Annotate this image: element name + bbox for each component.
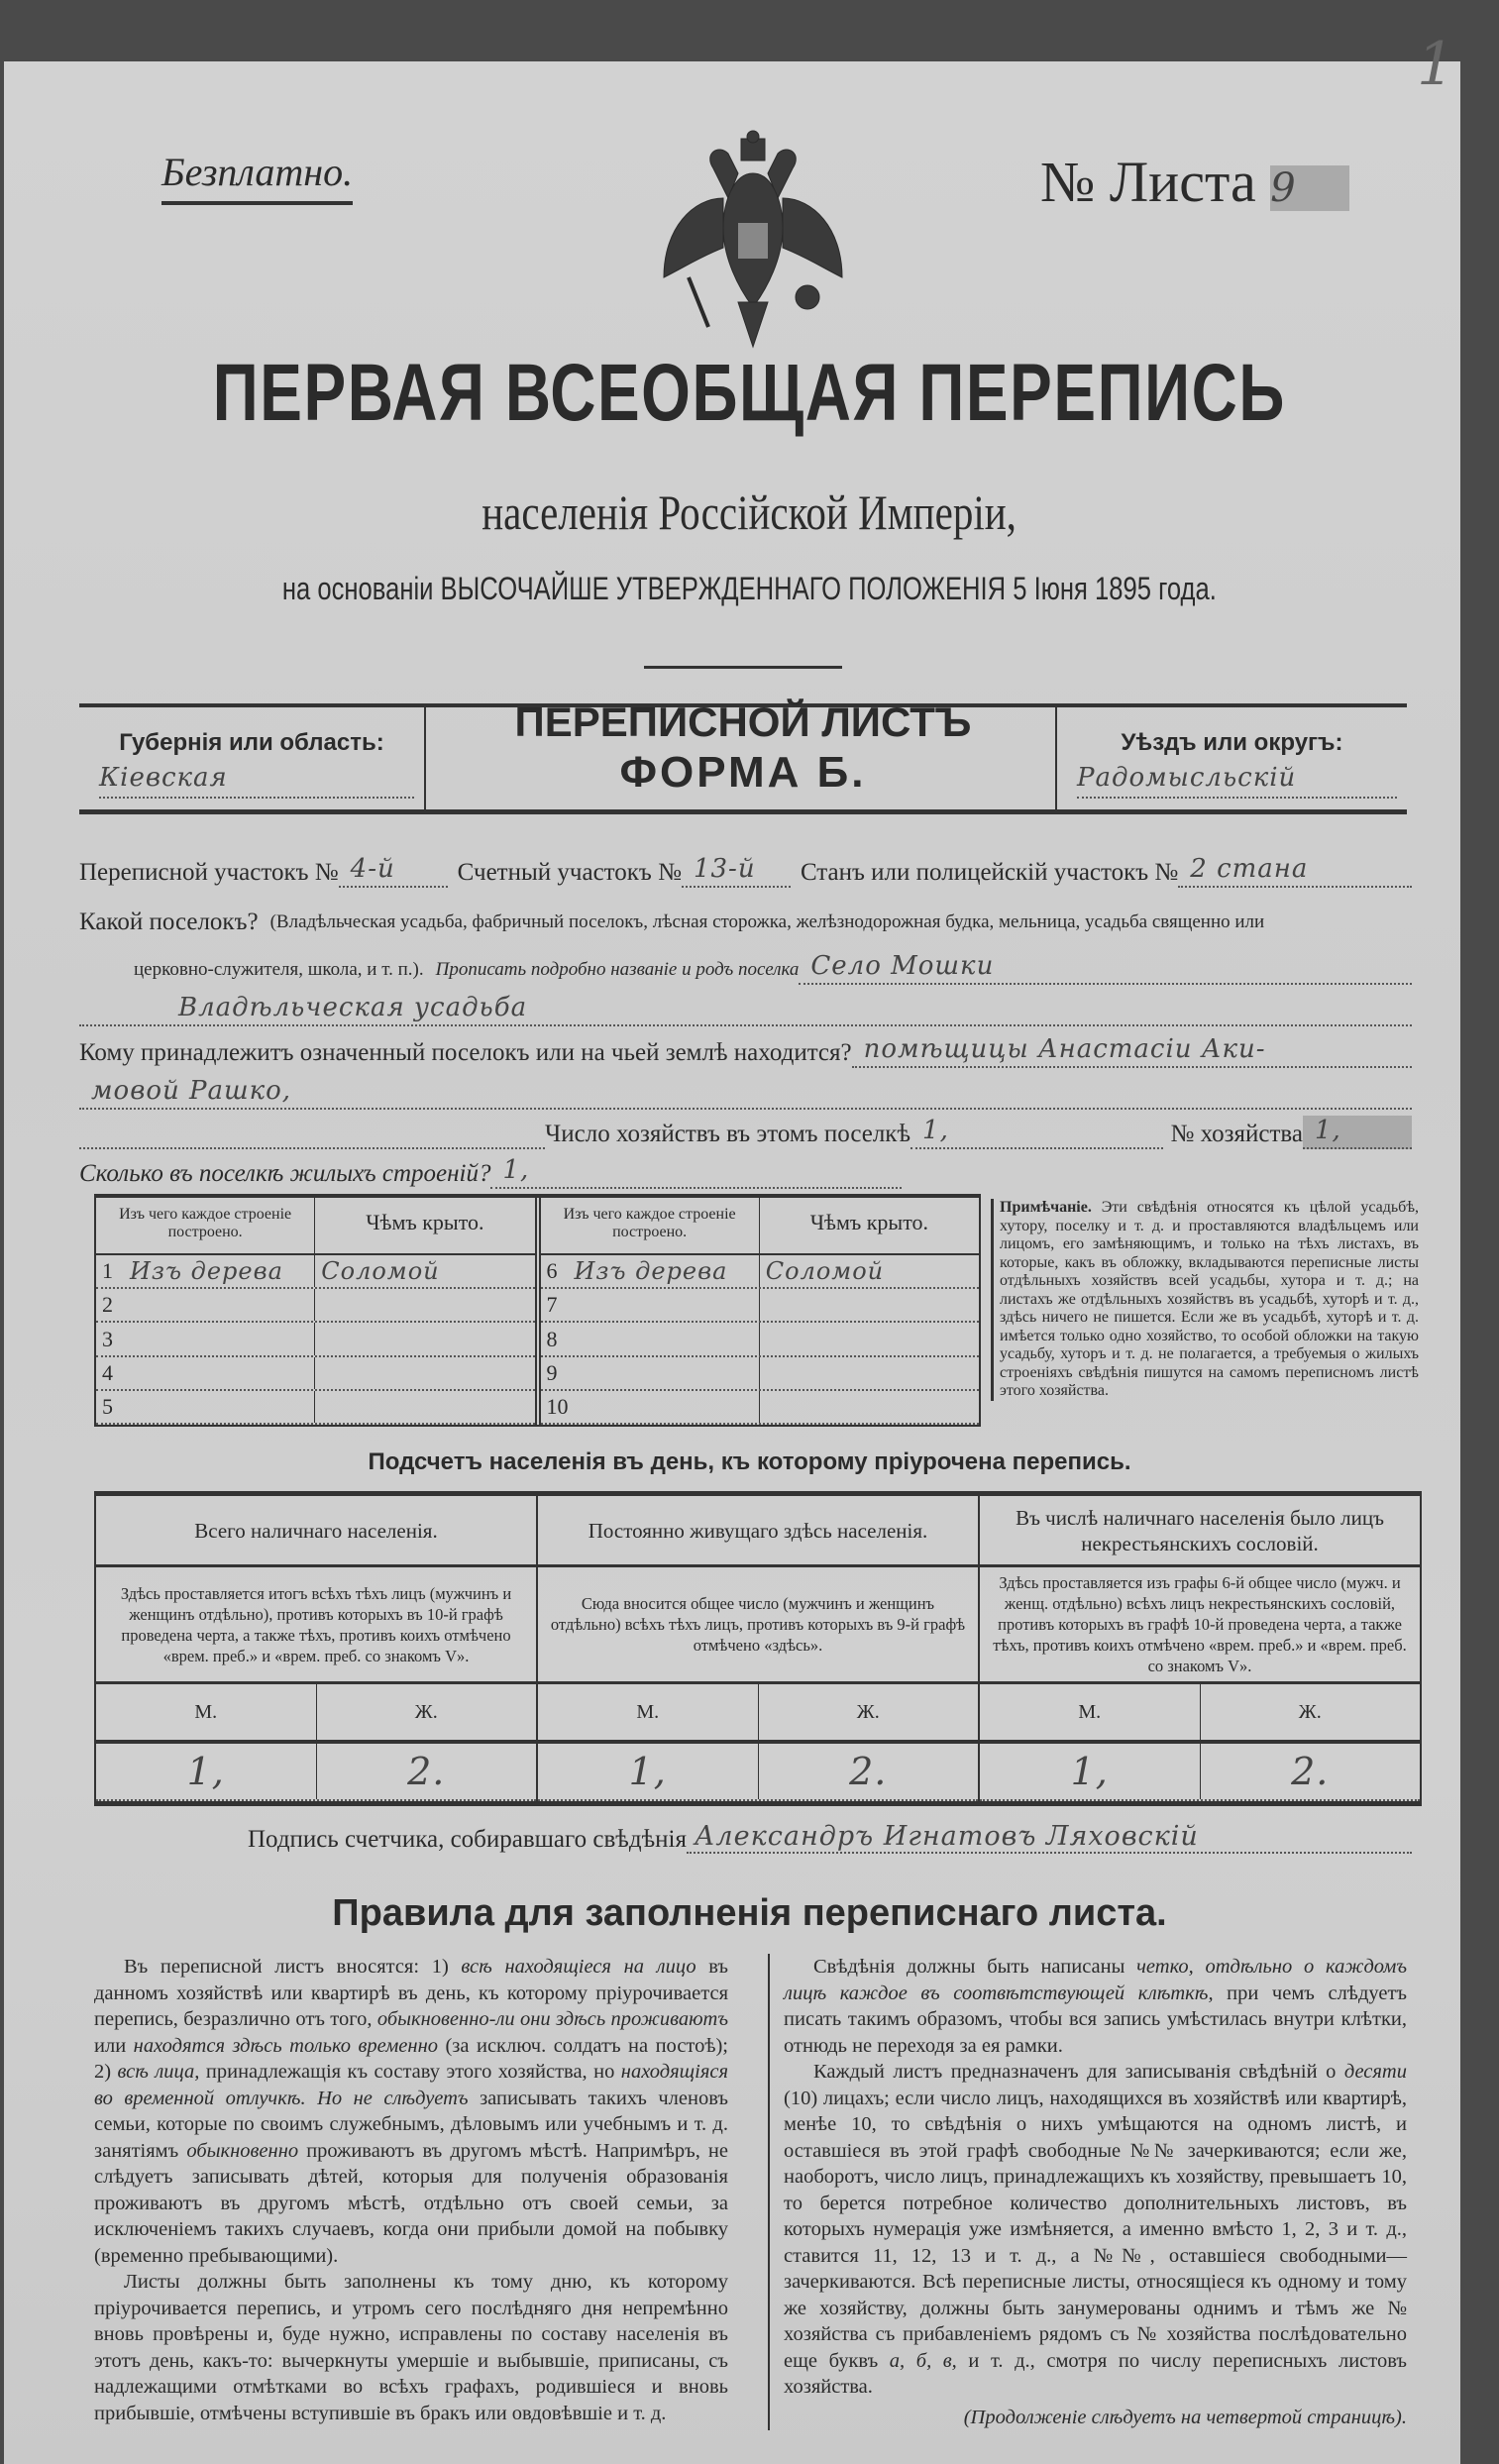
row-number: 8 — [546, 1326, 558, 1351]
sheet-number-value[interactable]: 9 — [1270, 165, 1349, 211]
material-cell[interactable] — [541, 1357, 760, 1389]
settlement-hint-cont: церковно-служителя, школа, и т. п.). — [134, 959, 424, 980]
sex-header-row — [538, 1684, 978, 1744]
province-label: Губернія или область: — [119, 729, 384, 756]
population-column-title: Постоянно живущаго здѣсь населенія. — [538, 1496, 978, 1567]
population-column-title: Всего наличнаго населенія. — [96, 1496, 536, 1567]
female-count-field[interactable]: 2. — [1291, 1750, 1330, 1793]
settlement-label: Какой поселокъ? — [79, 909, 259, 935]
divider — [644, 666, 842, 669]
rules-title: Правила для заполненія переписнаго листа. — [332, 1892, 1167, 1934]
rules-text: при чемъ слѣдуетъ писать такимъ образомъ, чтобы вся запись умѣстилась внутри клѣтки, отнюдь не переходя за ея рамки. — [784, 1982, 1408, 2057]
material-cell[interactable] — [96, 1255, 315, 1287]
row-number: 5 — [102, 1393, 113, 1419]
rules-emphasis: всѣ находящіеся на лицо — [461, 1956, 696, 1978]
areas-row — [79, 852, 1412, 888]
population-values-row — [980, 1744, 1420, 1801]
household-no-label: № хозяйства — [1170, 1121, 1303, 1147]
district-field[interactable]: Радомысльскій — [1077, 763, 1397, 799]
female-count-field[interactable]: 2. — [407, 1750, 446, 1793]
row-number: 2 — [102, 1292, 113, 1318]
table-row — [96, 1289, 535, 1323]
sheet-number — [1040, 149, 1349, 215]
population-values-row — [538, 1744, 978, 1801]
material-cell[interactable] — [96, 1357, 315, 1389]
settlement-name-row — [134, 949, 1412, 985]
rules-emphasis: всѣ лица, — [117, 2061, 200, 2083]
table-row — [96, 1323, 535, 1356]
decree-text: на основаніи ВЫСОЧАЙШЕ УТВЕРЖДЕННАГО ПОЛОЖЕНІЯ 5 Іюня 1895 года. — [282, 571, 1217, 606]
rules-text: Листы должны быть заполнены къ тому дню, къ которому пріурочивается перепись, и утромъ сего послѣдняго дня непремѣнно вновь провѣрены и, буде нужно, исправлены по составу населенія въ этотъ день, какъ-то: вычеркнуты умершіе и выбывшіе, приписаны, съ надлежащими отмѣтками во всѣхъ графахъ, родившіеся и вновь прибывшіе, отмѣчены вступившіе въ бракъ или овдовѣвшіе и т. д. — [94, 2271, 728, 2424]
rules-text: проживаютъ въ другомъ мѣстѣ. Напримѣръ, не слѣдуетъ записывать дѣтей, которыя для полученія образованія проживаютъ въ другомъ мѣстѣ, отдѣльно отъ своей семьи, за исключеніемъ такихъ случаевъ, когда они прибыли домой на побывку (временно пребывающими). — [94, 2139, 728, 2267]
buildings-table-header — [541, 1198, 980, 1255]
population-column-description: Сюда вносится общее число (мужчинъ и женщинъ отдѣльно) всѣхъ тѣхъ лицъ, противъ которыхъ въ 9-й графѣ отмѣчено «здѣсь». — [538, 1567, 978, 1684]
form-title-text: ПЕРЕПИСНОЙ ЛИСТЪ — [514, 698, 972, 745]
population-values-row — [96, 1744, 536, 1801]
population-table — [94, 1491, 1422, 1806]
material-cell[interactable] — [541, 1323, 760, 1354]
roof-cell[interactable]: Соломой — [765, 1257, 885, 1286]
table-row — [96, 1391, 535, 1425]
rules-emphasis: четко, отдѣльно о каждомъ лицѣ каждое въ соотвѣтствующей клѣткѣ, — [784, 1956, 1408, 2004]
count-area-field[interactable]: 13-й — [682, 854, 791, 888]
male-label: М. — [538, 1684, 759, 1740]
province-box — [79, 707, 426, 809]
sex-header-row — [96, 1684, 536, 1744]
row-number: 9 — [546, 1359, 558, 1385]
male-label: М. — [96, 1684, 317, 1740]
owner-label: Кому принадлежитъ означенный поселокъ или на чьей землѣ находится? — [79, 1039, 852, 1066]
female-label: Ж. — [414, 1700, 438, 1723]
roof-cell[interactable] — [760, 1357, 979, 1389]
rules-text: Свѣдѣнія должны быть написаны — [813, 1956, 1137, 1978]
rules-text: въ данномъ хозяйствѣ или квартирѣ въ день, къ которому пріурочивается перепись, безразлично отъ того, — [94, 1956, 728, 2030]
material-cell[interactable] — [96, 1391, 315, 1423]
rules-text: Каждый листъ предназначенъ для записыванія свѣдѣній о — [813, 2061, 1344, 2083]
settlement-hint: (Владѣльческая усадьба, фабричный поселокъ, лѣсная сторожка, желѣзнодорожная будка, мельница, усадьба священно или — [269, 911, 1265, 932]
note-label: Примѣчаніе. — [1000, 1199, 1092, 1216]
table-row — [541, 1255, 980, 1289]
roof-cell[interactable] — [760, 1391, 979, 1423]
sex-header-row — [980, 1684, 1420, 1744]
sheet-number-label: № Листа — [1040, 150, 1256, 214]
note — [991, 1199, 1419, 1401]
row-number: 7 — [546, 1292, 558, 1318]
rules-paragraph — [784, 2059, 1407, 2401]
blank-dots — [79, 1116, 545, 1149]
rules-text: и т. д., смотря по числу переписныхъ листовъ хозяйства. — [784, 2349, 1407, 2398]
population-column-description: Здѣсь проставляется итогъ всѣхъ тѣхъ лицъ (мужчинъ и женщинъ отдѣльно), противъ которыхъ въ 10-й графѣ проведена черта, а также тѣхъ, противъ коихъ отмѣчено «врем. преб.» и «врем. преб. со знакомъ V». — [96, 1567, 536, 1684]
rules-text: (за исключ. солдатъ на постоѣ); 2) — [94, 2034, 729, 2083]
material-value: Изъ дерева — [130, 1257, 283, 1286]
rules-text: Въ переписной листъ вносятся: 1) — [124, 1956, 462, 1978]
households-field[interactable]: 1, — [910, 1116, 1162, 1149]
population-heading: Подсчетъ населенія въ день, къ которому пріурочена перепись. — [368, 1448, 1131, 1475]
rules-emphasis: находящіяся во временной отлучкѣ. Но не слѣдуетъ — [94, 2061, 729, 2109]
signature-label: Подпись счетчика, собиравшаго свѣдѣнія — [248, 1826, 687, 1853]
row-number: 4 — [102, 1359, 113, 1385]
rules-left-column — [94, 1954, 728, 2426]
owner-field[interactable]: помѣщицы Анастасіи Аки- — [852, 1034, 1412, 1068]
male-label: М. — [980, 1684, 1201, 1740]
census-area-label: Переписной участокъ № — [79, 859, 339, 886]
signature-row — [248, 1821, 1412, 1854]
buildings-field[interactable]: 1, — [490, 1155, 902, 1189]
rules-emphasis: обыкновенно-ли они здѣсь проживаютъ — [376, 2008, 728, 2030]
form-type: ФОРМА Б. — [619, 748, 867, 797]
imperial-eagle-icon — [644, 129, 862, 357]
settlement-type-field[interactable]: Владѣльческая усадьба — [79, 993, 1412, 1026]
police-area-label: Станъ или полицейскій участокъ № — [800, 859, 1179, 886]
roof-cell[interactable] — [315, 1391, 534, 1423]
households-label: Число хозяйствъ въ этомъ поселкѣ — [545, 1121, 911, 1147]
roof-cell[interactable] — [315, 1289, 534, 1321]
population-column — [538, 1496, 980, 1801]
material-value: Изъ дерева — [574, 1257, 728, 1286]
roof-cell[interactable] — [315, 1357, 534, 1389]
material-cell[interactable] — [541, 1289, 760, 1321]
district-box — [1055, 707, 1407, 809]
rules-emphasis: находятся здѣсь только временно — [133, 2034, 438, 2057]
page-title-text: ПЕРВАЯ ВСЕОБЩАЯ ПЕРЕПИСЬ — [212, 348, 1287, 438]
police-area-field[interactable]: 2 стана — [1178, 854, 1412, 888]
page-subtitle — [0, 483, 1499, 541]
settlement-type-row — [79, 991, 1412, 1026]
buildings-table — [94, 1194, 981, 1427]
material-cell[interactable] — [541, 1255, 760, 1287]
rules-text: (10) лицахъ; если число лицъ, находящихся въ хозяйствѣ или квартирѣ, менѣе 10, то свѣдѣнія о нихъ умѣщаются на одномъ листѣ, и оставшіеся въ этой графѣ свободные №№ зачеркиваются; если же, наоборотъ, число лицъ, принадлежащихъ къ хозяйству, превышаетъ 10, то берется потребное количество дополнительныхъ листовъ, въ которыхъ нумерація уже измѣняется, а именно вмѣсто 1, 2, 3 и т. д., ставится 11, 12, 13 и т. д., а №№, оставшіеся свободными—зачеркиваются. Всѣ переписные листы, относящіеся къ одному и тому же хозяйству, должны быть занумерованы однимъ и тѣмъ же № хозяйства съ прибавленіемъ рядомъ съ № хозяйства послѣдовательно еще буквъ — [784, 2087, 1407, 2372]
owner-field-cont[interactable]: мовой Рашко, — [79, 1076, 1412, 1110]
buildings-table-half — [535, 1198, 980, 1425]
population-column-description: Здѣсь проставляется изъ графы 6-й общее число (мужч. и женщ. отдѣльно) всѣхъ лицъ некрестьянскихъ сословій, противъ которыхъ въ графѣ 10-й проведена черта, а также тѣхъ, противъ коихъ отмѣчено «врем. преб.» и «врем. преб. со знакомъ V». — [980, 1567, 1420, 1684]
column-header-roof: Чѣмъ крыто. — [809, 1210, 929, 1234]
signature-field[interactable]: Александръ Игнатовъ Ляховскій — [687, 1821, 1412, 1854]
table-row — [541, 1323, 980, 1356]
page-subtitle-text: населенія Россійской Имперіи, — [482, 484, 1017, 540]
rules-text: принадлежащія къ составу этого хозяйства, но — [199, 2061, 621, 2083]
rules-continued-note: (Продолженіе слѣдуетъ на четвертой страницѣ). — [963, 2406, 1407, 2428]
table-row — [96, 1357, 535, 1391]
column-header-material: Изъ чего каждое строеніе построено. — [541, 1198, 760, 1253]
free-label: Безплатно. — [161, 149, 353, 205]
row-number: 6 — [546, 1258, 558, 1284]
row-number: 1 — [102, 1258, 113, 1284]
buildings-label: Сколько въ поселкѣ жилыхъ строеній? — [79, 1160, 491, 1187]
rules-text: или — [94, 2034, 134, 2057]
rules-paragraph — [784, 1954, 1407, 2059]
settlement-row — [79, 902, 1412, 937]
population-column-title: Въ числѣ наличнаго населенія было лицъ некрестьянскихъ сословій. — [980, 1496, 1420, 1567]
owner-row — [79, 1032, 1412, 1068]
roof-cell[interactable] — [760, 1289, 979, 1321]
table-row — [96, 1255, 535, 1289]
settlement-name-field[interactable]: Село Мошки — [799, 951, 1412, 985]
page-title — [0, 347, 1499, 440]
roof-cell[interactable] — [760, 1323, 979, 1354]
pencil-page-number: 1 — [1417, 30, 1456, 99]
settlement-instruction: Прописать подробно названіе и родъ поселка — [435, 959, 800, 980]
district-label: Уѣздъ или округъ: — [1121, 729, 1343, 756]
table-row — [541, 1357, 980, 1391]
form-title — [426, 698, 1060, 798]
buildings-row — [79, 1153, 902, 1189]
female-count-field[interactable]: 2. — [849, 1750, 888, 1793]
province-field[interactable]: Кіевская — [99, 763, 414, 799]
population-column — [96, 1496, 538, 1801]
material-cell[interactable] — [96, 1323, 315, 1354]
census-area-field[interactable]: 4-й — [339, 854, 448, 888]
male-count-field[interactable]: 1, — [980, 1744, 1201, 1799]
rules-emphasis: десяти — [1343, 2061, 1407, 2083]
female-label: Ж. — [856, 1700, 880, 1723]
population-column — [980, 1496, 1420, 1801]
rules-paragraph — [94, 2269, 728, 2426]
note-text: Эти свѣдѣнія относятся къ цѣлой усадьбѣ, хутору, поселку и т. д. и проставляются владѣльцемъ или лицомъ, его замѣняющимъ, и только на тѣхъ листахъ, въ которые, какъ въ обложку, вкладываются переписные листы отдѣльныхъ хозяйствъ всей усадьбы, хутора и т. д.; на листахъ же отдѣльныхъ хозяйствъ въ усадьбѣ, хуторѣ и т. д., здѣсь ничего не пишется. Если же въ усадьбѣ, хуторѣ и т. д. имѣется только одно хозяйство, то особой обложки на такую усадьбу, хуторъ и т. д. не полагается, а требуемыя о жилыхъ строеніяхъ свѣдѣнія пишутся на самомъ переписномъ листѣ этого хозяйства. — [1000, 1199, 1420, 1399]
column-header-roof: Чѣмъ крыто. — [366, 1210, 484, 1234]
column-header-material: Изъ чего каждое строеніе построено. — [96, 1198, 315, 1253]
household-no-field[interactable]: 1, — [1303, 1116, 1412, 1149]
rules-right-column — [768, 1954, 1407, 2430]
decree-line — [0, 570, 1499, 607]
households-row — [79, 1114, 1412, 1149]
table-row — [541, 1391, 980, 1425]
material-cell[interactable] — [96, 1289, 315, 1321]
row-number: 10 — [546, 1393, 569, 1419]
female-label: Ж. — [1298, 1700, 1322, 1723]
roof-cell[interactable] — [315, 1323, 534, 1354]
table-row — [541, 1289, 980, 1323]
male-count-field[interactable]: 1, — [538, 1744, 759, 1799]
material-cell[interactable] — [541, 1391, 760, 1423]
male-count-field[interactable]: 1, — [96, 1744, 317, 1799]
buildings-table-half — [96, 1198, 535, 1425]
roof-cell[interactable]: Соломой — [321, 1257, 440, 1286]
rules-emphasis: а, б, в, — [889, 2349, 957, 2372]
rules-paragraph — [94, 1954, 728, 2269]
owner-row-cont — [79, 1074, 1412, 1110]
buildings-table-header — [96, 1198, 535, 1255]
count-area-label: Счетный участокъ № — [457, 859, 682, 886]
rules-text: записывать такихъ членовъ семьи, которые по своимъ служебнымъ, дѣловымъ или учебнымъ и т. д. занятіямъ — [94, 2087, 728, 2162]
rules-emphasis: обыкновенно — [186, 2139, 299, 2162]
row-number: 3 — [102, 1326, 113, 1351]
